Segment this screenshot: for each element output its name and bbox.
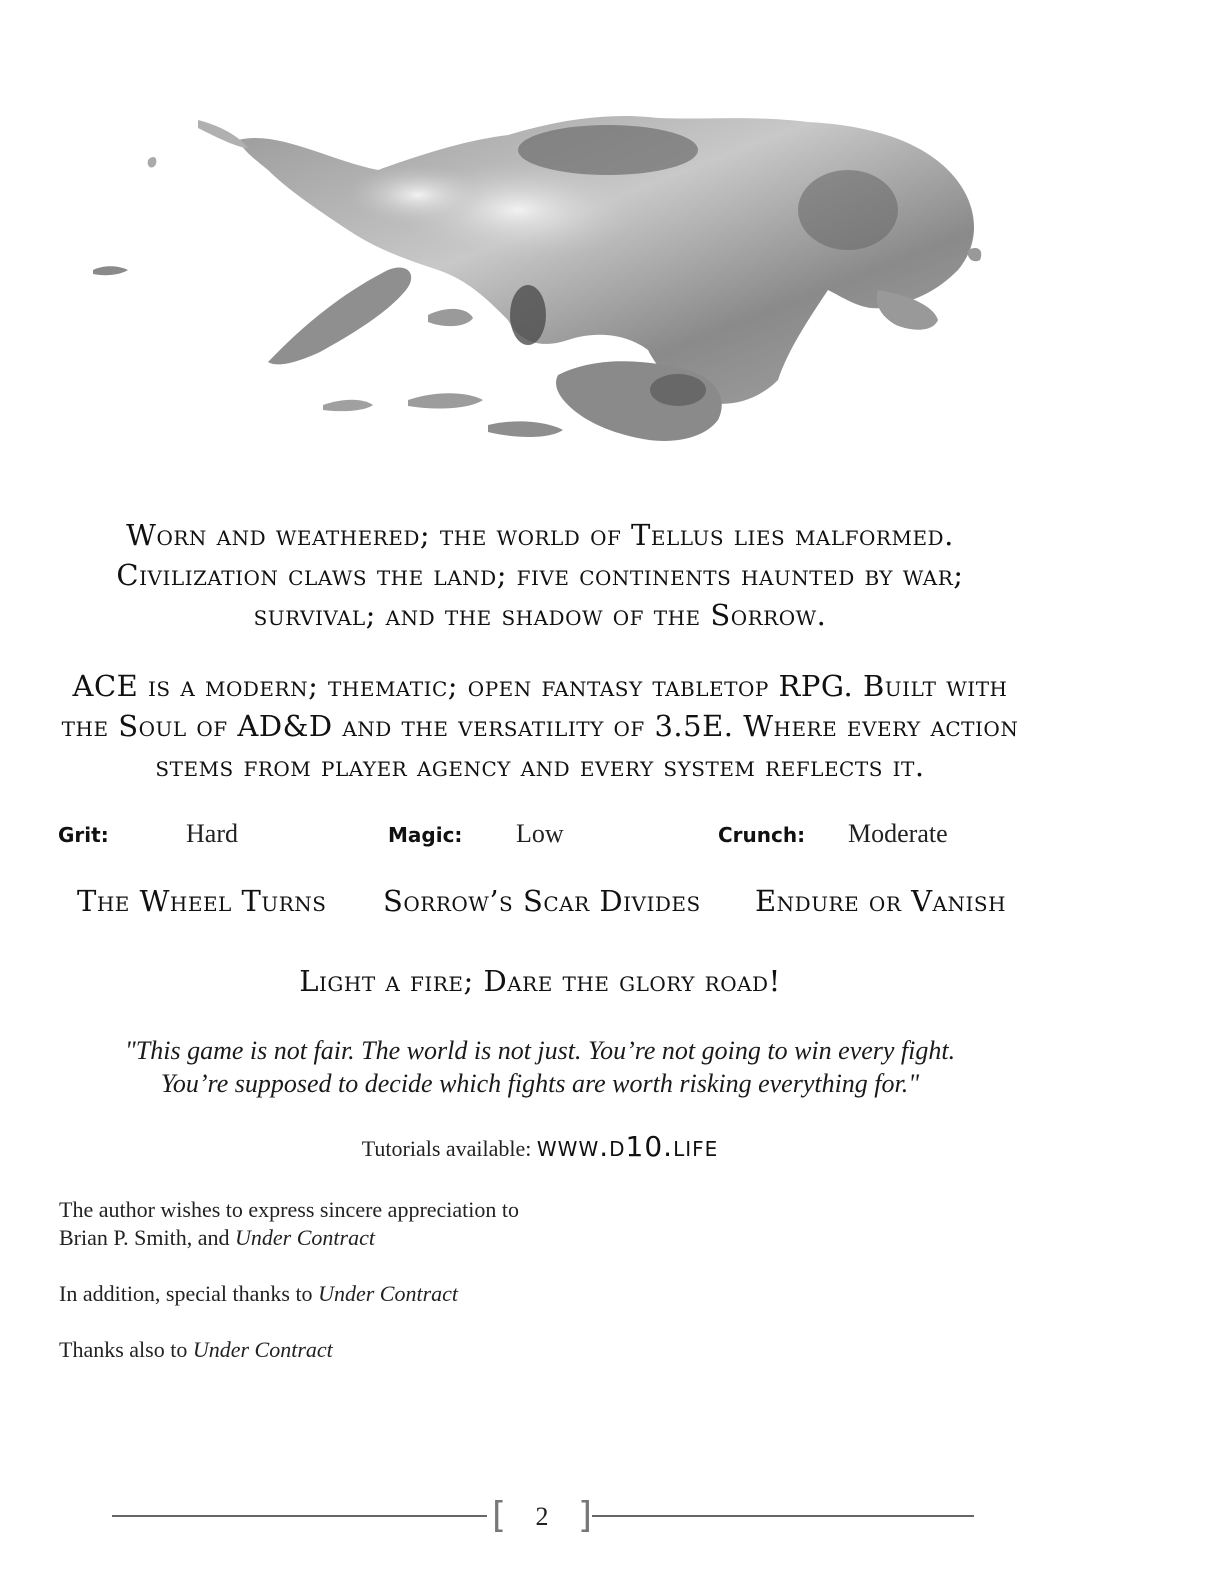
quote-line: You’re supposed to decide which fights are worth risking everything for." (160, 1069, 920, 1098)
grit-value: Hard (186, 819, 238, 848)
crunch-label: Crunch: (718, 823, 806, 847)
page-number: 2 (535, 1502, 549, 1531)
footer-rule-right (592, 1515, 974, 1517)
left-bracket-icon: [ (492, 1495, 507, 1536)
credits-text: In addition, special thanks to (59, 1281, 313, 1306)
pitch-blurb (40, 666, 1040, 786)
game-stats (58, 817, 1018, 853)
page-footer (112, 1494, 974, 1538)
footer-rule-left (112, 1515, 487, 1517)
magic-label: Magic: (388, 823, 463, 847)
credits-italic: Under Contract (318, 1281, 459, 1306)
intro-line: Civilization claws the land; five continents haunted by war; (116, 558, 964, 592)
crunch-value: Moderate (848, 819, 948, 848)
credits (59, 1196, 759, 1392)
tagline-scar: Sorrow’s Scar Divides (383, 884, 701, 918)
tutorials-note (40, 1130, 1040, 1163)
intro-blurb (40, 515, 1040, 635)
right-bracket-icon: ] (578, 1495, 593, 1536)
world-map-image (88, 100, 988, 485)
intro-line: survival; and the shadow of the Sorrow. (253, 598, 827, 632)
tutorials-label: Tutorials available: (361, 1136, 532, 1161)
quote-line: "This game is not fair. The world is not just. You’re not going to win every fight. (124, 1036, 956, 1065)
credits-italic: Under Contract (192, 1337, 333, 1362)
intro-line: Worn and weathered; the world of Tellus lies malformed. (126, 518, 954, 552)
tagline-endure: Endure or Vanish (755, 884, 1007, 918)
website-link[interactable]: www.d10.life (536, 1130, 719, 1163)
credits-text: The author wishes to express sincere appreciation to (59, 1197, 520, 1222)
credits-paragraph (59, 1336, 759, 1364)
credits-paragraph (59, 1196, 759, 1252)
credits-text: Thanks also to (59, 1337, 188, 1362)
pitch-line: ACE is a modern; thematic; open fantasy tabletop RPG. Built with (72, 669, 1008, 703)
call-to-action: Light a fire; Dare the glory road! (299, 964, 781, 998)
tagline-wheel: The Wheel Turns (77, 884, 327, 918)
magic-value: Low (516, 819, 564, 848)
grit-label: Grit: (58, 823, 109, 847)
credits-paragraph (59, 1280, 759, 1308)
designer-quote (40, 1034, 1040, 1100)
credits-italic: Under Contract (235, 1225, 375, 1250)
pitch-line: stems from player agency and every system reflects it. (155, 749, 925, 783)
credits-text: Brian P. Smith, and (59, 1225, 230, 1250)
pitch-line: the Soul of AD&D and the versatility of 3.5E. Where every action (61, 709, 1019, 743)
